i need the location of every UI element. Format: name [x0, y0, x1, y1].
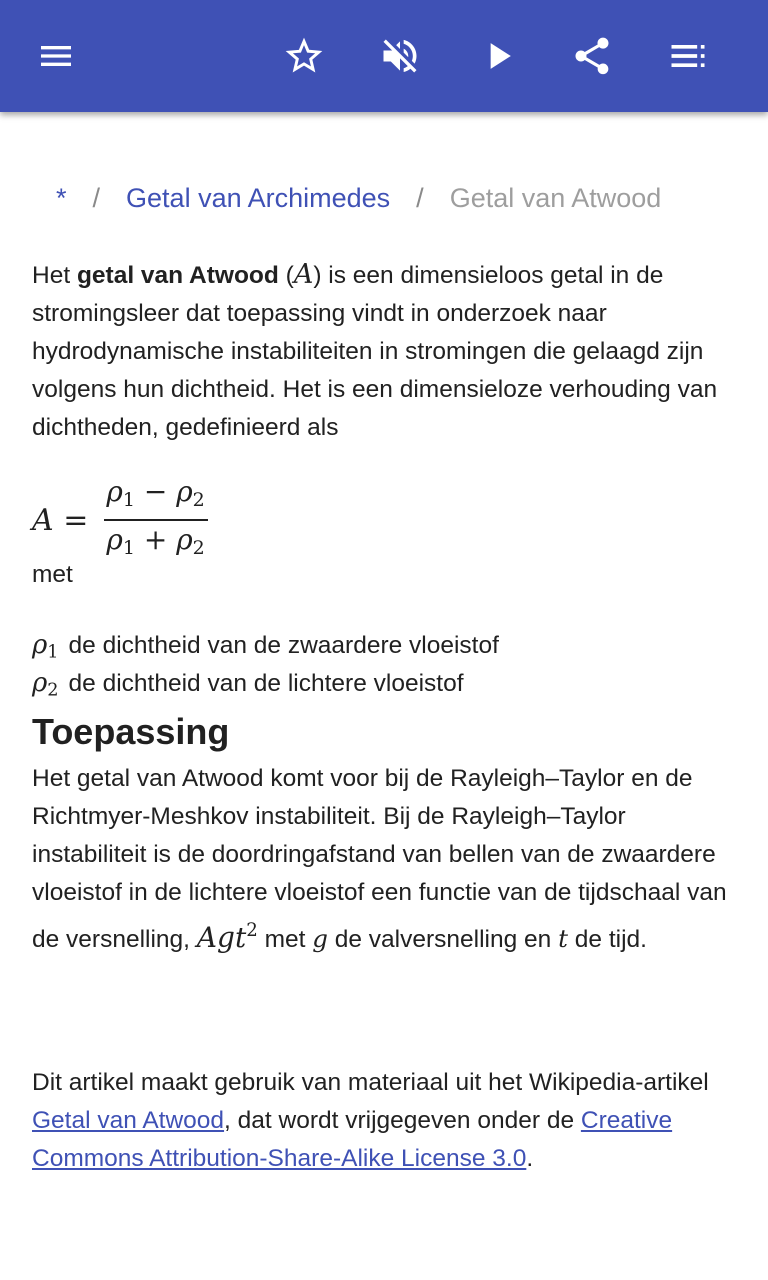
breadcrumb-separator: / — [92, 183, 101, 213]
section-paragraph: Het getal van Atwood komt voor bij de Rayleigh–Taylor en de Richtmyer-Meshkov instabiliteit. Bij de Rayleigh–Taylor instabiliteit is de doordringafstand van bellen van de zwaardere vloeistof in de lichtere vloeistof een functie van de tijdschaal van de versnelling, Agt$^2$ met g de valversnelling en t de tijd. — [32, 765, 727, 954]
intro-bold-term: getal van Atwood — [76, 262, 279, 289]
article-link[interactable]: Getal van Atwood — [32, 1107, 225, 1134]
license-link[interactable]: Creative Commons Attribution-Share-Alike License 3.0 — [32, 1107, 673, 1172]
breadcrumb — [56, 180, 661, 216]
intro-paragraph — [32, 256, 744, 447]
intro-rest: is een dimensieloos getal in de stromingsleer dat toepassing vindt in onderzoek naar hydrodynamische instabiliteiten in stromingen die gelaagd zijn volgens hun dichtheid. Het is een dimensieloze verhouding van dichtheden, gedefinieerd als — [32, 262, 718, 441]
star-outline-icon[interactable] — [276, 28, 332, 84]
definition-symbol: $\rho_1$ — [32, 630, 59, 663]
definition-symbol: $\rho_2$ — [32, 668, 59, 701]
playlist-icon[interactable] — [660, 28, 716, 84]
breadcrumb-parent-link[interactable]: Getal van Archimedes — [126, 183, 391, 213]
formula-denominator: $\rho_1 + \rho_2$ — [106, 523, 205, 559]
share-icon[interactable] — [564, 28, 620, 84]
intro-prefix: Het — [32, 262, 77, 289]
volume-off-icon[interactable] — [372, 28, 428, 84]
variable-t: t — [558, 923, 568, 953]
variable-g: g — [312, 923, 328, 953]
formula-numerator: $\rho_1 - \rho_2$ — [106, 475, 205, 511]
attribution-paragraph: Dit artikel maakt gebruik van materiaal uit het Wikipedia-artikel Getal van Atwood, dat wordt vrijgegeven onder de Creative Commons Attribution-Share-Alike License 3.0. — [32, 1069, 709, 1172]
attribution-text: Dit artikel maakt gebruik van materiaal uit het Wikipedia-artikel — [32, 1069, 709, 1096]
intro-symbol: A — [293, 259, 314, 290]
intro-symbol-open: ( — [278, 262, 294, 289]
breadcrumb-separator: / — [416, 183, 424, 213]
formula-fraction — [102, 473, 208, 567]
play-icon[interactable] — [470, 28, 526, 84]
section-heading: Toepassing — [32, 711, 230, 752]
definition-text: de dichtheid van de lichtere vloeistof — [68, 670, 464, 697]
menu-icon[interactable] — [28, 28, 84, 84]
definition-text: de dichtheid van de zwaardere vloeistof — [68, 632, 499, 659]
section-text: Het getal van Atwood komt voor bij de Rayleigh–Taylor en de Richtmyer-Meshkov instabiliteit. Bij de Rayleigh–Taylor instabiliteit is de doordringafstand van bellen van de zwaardere vloeistof in de lichtere vloeistof een functie van de tijdschaal van de versnelling, — [32, 765, 727, 953]
formula-lhs: A = — [32, 502, 89, 538]
met-label: met — [32, 561, 73, 588]
breadcrumb-root[interactable]: * — [56, 183, 67, 213]
definition-rho2 — [32, 664, 464, 709]
intro-symbol-close: ) — [313, 262, 322, 289]
app-bar — [0, 0, 768, 112]
atwood-formula — [32, 475, 209, 562]
section-expression: Agt$^2$ — [196, 920, 258, 954]
breadcrumb-current: Getal van Atwood — [449, 183, 662, 213]
